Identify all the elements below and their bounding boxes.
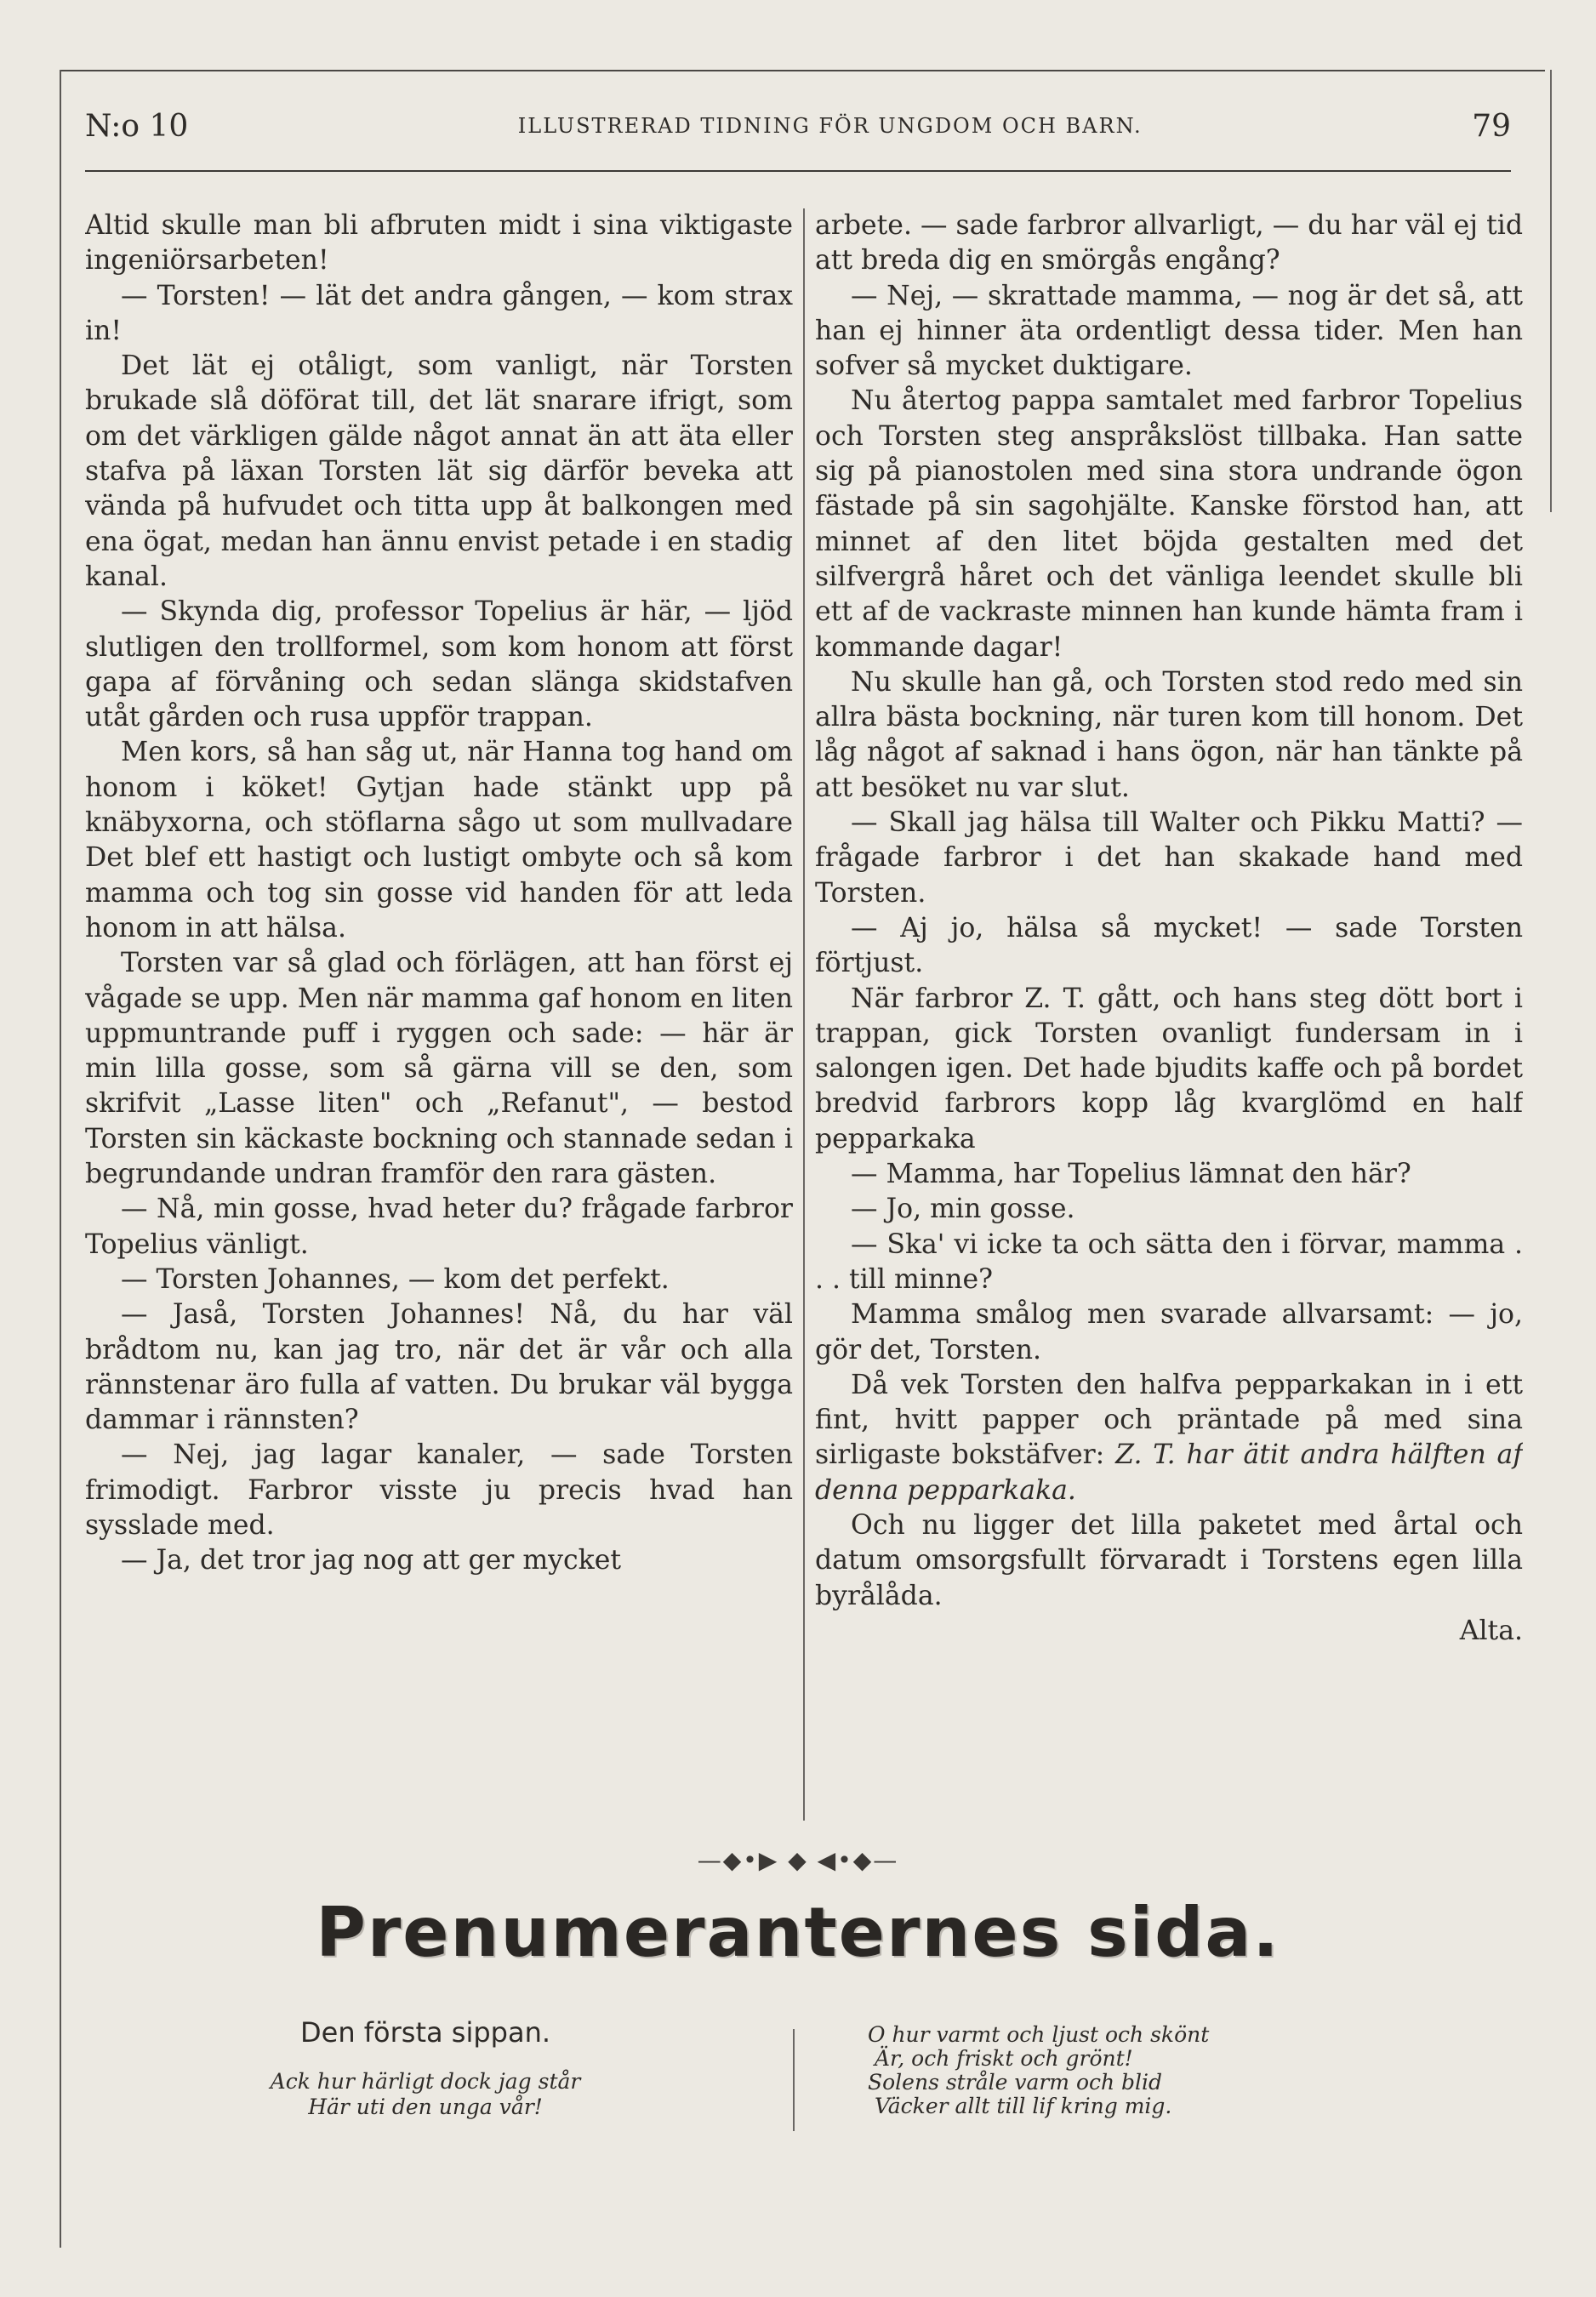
- paragraph: Torsten var så glad och förlägen, att han först ej vågade se upp. Men när mamma gaf honom en liten uppmuntrande puff i ryggen och sade: — här är min lilla gosse, som så gärna vill se den, som skrifvit „Lasse liten" och „Refanut", — bestod Torsten sin käckaste bockning och stannade sedan i begrundande undran framför den rara gästen.: [85, 948, 793, 1190]
- poem-line: Ack hur härligt dock jag står: [270, 2069, 581, 2094]
- poem-line: Är, och friskt och grönt!: [875, 2046, 1133, 2071]
- article-columns: [85, 208, 1523, 1821]
- poem-title: Den första sippan.: [299, 2016, 551, 2049]
- paragraph: — Torsten Johannes, — kom det perfekt.: [121, 1263, 670, 1295]
- paragraph: — Nå, min gosse, hvad heter du? frågade farbror Topelius vänligt.: [85, 1194, 793, 1260]
- issue-number: N:o 10: [85, 108, 189, 144]
- poem-line: Solens stråle varm och blid: [868, 2070, 1163, 2095]
- poem-left: [204, 2016, 647, 2120]
- italic-inscription: Z. T. har ätit andra hälften af denna pepparkaka.: [815, 1439, 1523, 1506]
- paragraph: — Nej, — skrattade mamma, — nog är det så, att han ej hinner äta ordentligt dessa tider. Men han sofver så mycket duktigare.: [815, 280, 1523, 382]
- paragraph: Men kors, så han såg ut, när Hanna tog hand om honom i köket! Gytjan hade stänkt upp på knäbyxorna, och stöflarna sågo ut som mullvadare Det blef ett hastigt och lustigt ombyte och så kom mamma och tog sin gosse vid handen för att leda honom in att hälsa.: [85, 737, 793, 943]
- poem-divider: [793, 2029, 795, 2131]
- signature-line: [815, 1614, 1523, 1649]
- page-border-top: [60, 70, 1545, 71]
- poem-line: Här uti den unga vår!: [308, 2095, 543, 2119]
- paragraph: — Mamma, har Topelius lämnat den här?: [851, 1159, 1411, 1190]
- running-header: [85, 100, 1511, 151]
- paragraph: arbete. — sade farbror allvarligt, — du har väl ej tid att breda dig en smörgås engång?: [815, 210, 1523, 276]
- page-border-right: [1550, 70, 1552, 512]
- paragraph: — Torsten! — lät det andra gången, — kom strax in!: [85, 280, 793, 346]
- header-rule: [85, 170, 1511, 172]
- paragraph: Mamma smålog men svarade allvarsamt: — jo, gör det, Torsten.: [815, 1299, 1523, 1365]
- column-divider: [803, 208, 805, 1821]
- paragraph: Det lät ej otåligt, som vanligt, när Torsten brukade slå döförat till, det lät snarare ifrigt, som om det värkligen gälde något annat än att äta eller stafva på läxan Torsten lät sig därför beveka att vända på hufvudet och titta upp åt balkongen med ena ögat, medan han ännu envist petade i en stadig kanal.: [85, 351, 793, 592]
- publication-title: ILLUSTRERAD TIDNING FÖR UNGDOM OCH BARN.: [517, 114, 1143, 138]
- paragraph: Altid skulle man bli afbruten midt i sina viktigaste ingeniörsarbeten!: [85, 210, 793, 276]
- ornament-divider: —◆•▶ ◆ ◀•◆—: [697, 1846, 899, 1874]
- paragraph: Nu återtog pappa samtalet med farbror Topelius och Torsten steg anspråkslöst tillbaka. Han satte sig på pianostolen med sina stora undrande ögon fästade på sin sagohjälte. Kanske förstod han, att minnet af den litet böjda gestalten med det silfvergrå håret och det vänliga leendet skulle bli ett af de vackraste minnen han kunde hämta fram i kommande dagar!: [815, 385, 1523, 663]
- poem-line: O hur varmt och ljust och skönt: [868, 2022, 1210, 2047]
- paragraph: Nu skulle han gå, och Torsten stod redo med sin allra bästa bockning, när turen kom till honom. Det låg något af saknad i hans ögon, när han tänkte på att besöket nu var slut.: [815, 666, 1523, 803]
- left-column: [85, 208, 793, 1821]
- right-column: [815, 208, 1523, 1821]
- paragraph: — Jaså, Torsten Johannes! Nå, du har väl brådtom nu, kan jag tro, när det är vår och alla rännstenar äro fulla af vatten. Du brukar väl bygga dammar i rännsten?: [85, 1299, 793, 1436]
- page-number: 79: [1472, 108, 1511, 144]
- paragraph: — Aj jo, hälsa så mycket! — sade Torsten förtjust.: [815, 912, 1523, 979]
- paragraph: — Jo, min gosse.: [851, 1194, 1075, 1225]
- paragraph: — Ska' vi icke ta och sätta den i förvar, mamma . . . till minne?: [815, 1228, 1523, 1295]
- author-signature: Alta.: [1459, 1615, 1523, 1646]
- paragraph: — Nej, jag lagar kanaler, — sade Torsten frimodigt. Farbror visste ju precis hvad han sysslade med.: [85, 1439, 793, 1541]
- paragraph: — Ja, det tror jag nog att ger mycket: [121, 1545, 622, 1576]
- paragraph: När farbror Z. T. gått, och hans steg dött bort i trappan, gick Torsten ovanligt fundersam in i salongen igen. Det hade bjudits kaffe och på bordet bredvid farbrors kopp låg kvarglömd en half pepparkaka: [815, 983, 1523, 1154]
- poem-right: [868, 2023, 1412, 2118]
- poem-line: Väcker allt till lif kring mig.: [875, 2094, 1172, 2118]
- paragraph: Och nu ligger det lilla paketet med årtal och datum omsorgsfullt förvaradt i Torstens egen lilla byrålåda.: [815, 1509, 1523, 1611]
- paragraph-text: Då vek Torsten den halfva pepparkakan in i ett fint, hvitt papper och präntade på med sina sirligaste bokstäfver:: [815, 1369, 1523, 1471]
- paragraph: — Skynda dig, professor Topelius är här, — ljöd slutligen den trollformel, som kom honom att först gapa af förvåning och sedan slänga skidstafven utåt gården och rusa uppför trappan.: [85, 596, 793, 733]
- paragraph: [815, 1368, 1523, 1508]
- section-title: Prenumeranternes sida.: [316, 1893, 1280, 1972]
- paragraph: — Skall jag hälsa till Walter och Pikku Matti? — frågade farbror i det han skakade hand med Torsten.: [815, 807, 1523, 909]
